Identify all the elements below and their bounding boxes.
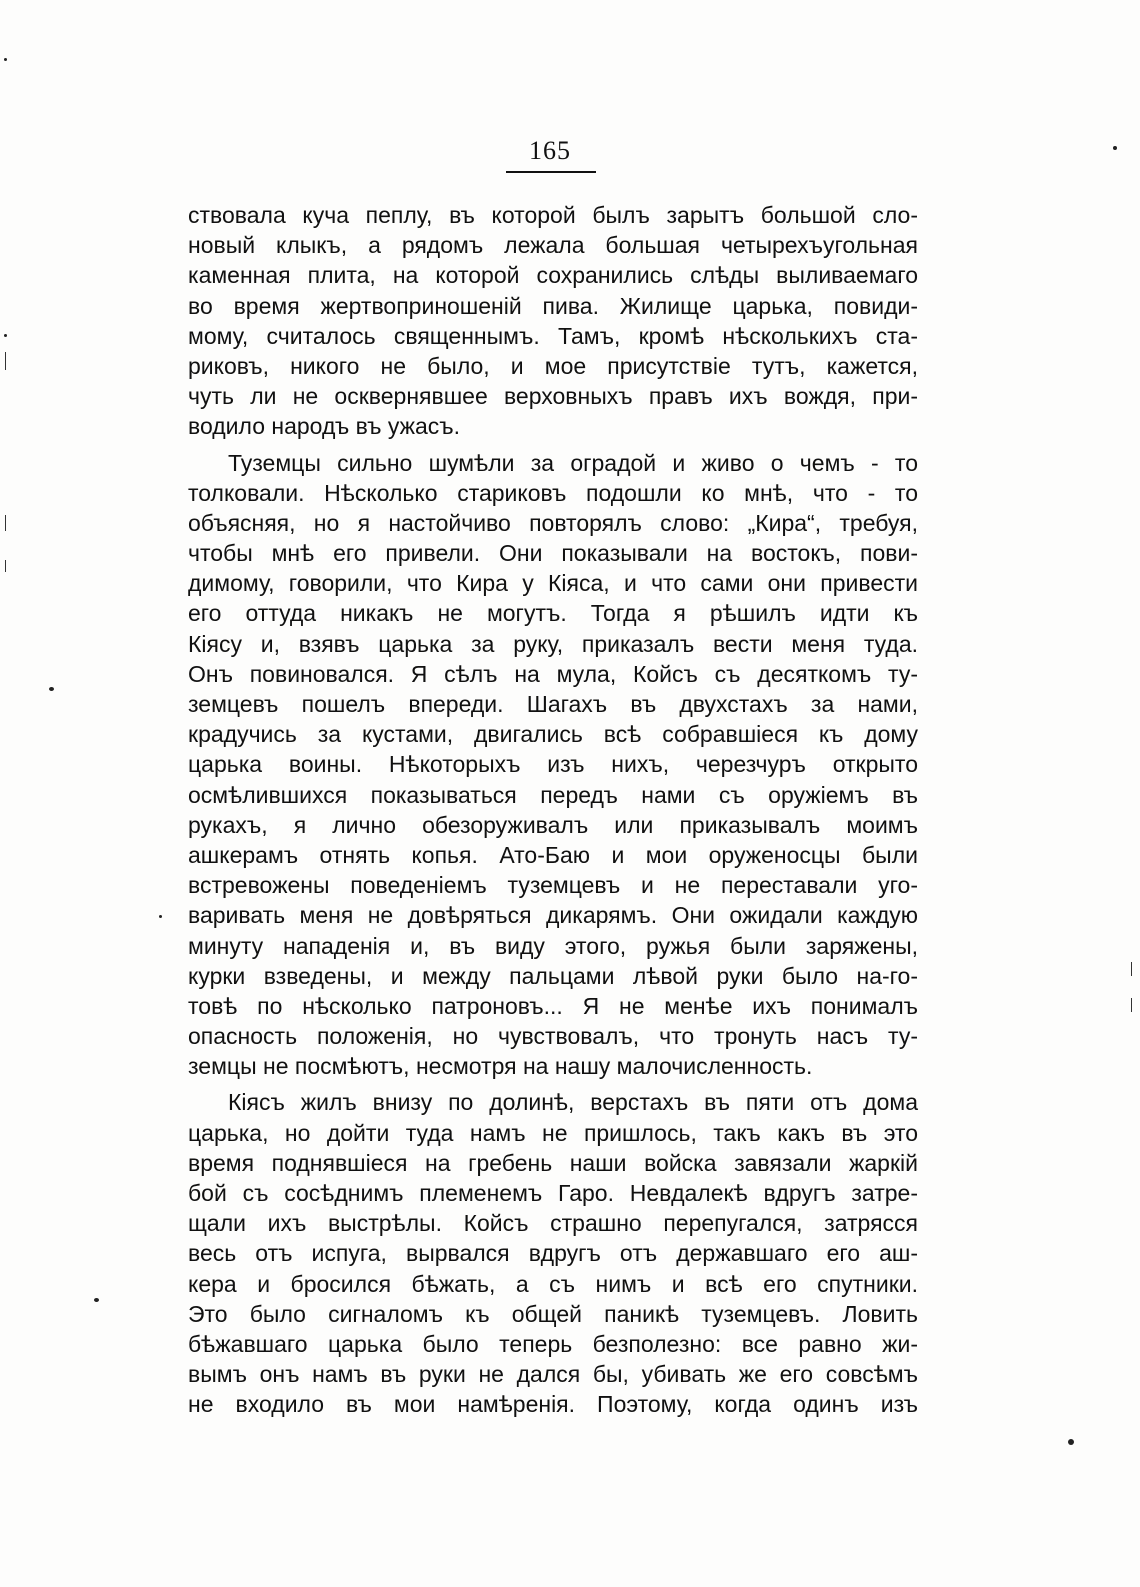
text-line: варивать меня не довѣряться дикарямъ. Они ожидали каждую	[188, 902, 918, 929]
text-line: риковъ, никого не было, и мое присутствіе тутъ, кажется,	[188, 352, 918, 379]
text-line: время поднявшіеся на гребень наши войска завязали жаркій	[188, 1149, 918, 1176]
scan-mark	[1131, 962, 1132, 976]
text-line: каменная плита, на которой сохранились слѣды выливаемаго	[188, 262, 918, 289]
text-line: чтобы мнѣ его привели. Они показывали на востокъ, пови-	[188, 540, 918, 567]
text-line: товѣ по нѣсколько патроновъ... Я не менѣе ихъ понималъ	[188, 992, 918, 1019]
paragraph-2	[188, 448, 918, 1082]
scan-speck	[1068, 1439, 1074, 1445]
text-line: Это было сигналомъ къ общей паникѣ туземцевъ. Ловить	[188, 1300, 918, 1327]
text-line: Онъ повиновался. Я сѣлъ на мула, Койсъ съ десяткомъ ту-	[188, 660, 918, 687]
scan-speck	[4, 58, 7, 61]
page-number: 165	[529, 136, 571, 165]
paragraph-1	[188, 200, 918, 442]
text-line: крадучись за кустами, двигались всѣ собравшіеся къ дому	[188, 721, 918, 748]
scan-mark	[1131, 998, 1132, 1012]
text-line: водило народъ въ ужасъ.	[188, 413, 461, 440]
text-line: димому, говорили, что Кира у Кіяса, и что сами они привести	[188, 570, 918, 597]
text-line: кера и бросился бѣжать, а съ нимъ и всѣ его спутники.	[188, 1270, 918, 1297]
text-line: земцевъ пошелъ впереди. Шагахъ въ двухстахъ за нами,	[188, 691, 918, 717]
scan-speck	[49, 687, 54, 691]
text-line: Кіясу и, взявъ царька за руку, приказалъ вести меня туда.	[188, 630, 918, 657]
text-line: земцы не посмѣютъ, несмотря на нашу малочисленность.	[188, 1053, 813, 1080]
text-line: его оттуда никакъ не могутъ. Тогда я рѣшилъ идти къ	[188, 600, 918, 627]
text-line: бѣжавшаго царька было теперь безполезно: все равно жи-	[188, 1330, 918, 1357]
scan-speck	[4, 334, 7, 337]
scan-mark	[5, 560, 6, 572]
scan-speck	[1113, 146, 1117, 150]
text-line: щали ихъ выстрѣлы. Койсъ страшно перепугался, затрясся	[188, 1210, 918, 1237]
text-line: рукахъ, я лично обезоруживалъ или приказывалъ моимъ	[188, 811, 918, 838]
body-text	[188, 200, 918, 1426]
text-line: ствовала куча пеплу, въ которой былъ зарытъ большой сло-	[188, 202, 918, 228]
text-line: царька, но дойти туда намъ не пришлось, такъ какъ въ это	[188, 1119, 918, 1146]
text-line: Туземцы сильно шумѣли за оградой и живо о чемъ - то	[228, 449, 918, 476]
text-line: во время жертвоприношеній пива. Жилище царька, повиди-	[188, 292, 918, 319]
text-line: царька воины. Нѣкоторыхъ изъ нихъ, черезчуръ открыто	[188, 751, 918, 778]
scan-mark	[5, 515, 6, 531]
paragraph-3	[188, 1087, 918, 1419]
text-line: мому, считалось священнымъ. Тамъ, кромѣ нѣсколькихъ ста-	[188, 322, 918, 349]
text-line: не входило въ мои намѣренія. Поэтому, когда одинъ изъ	[188, 1391, 918, 1418]
text-line: чуть ли не осквернявшее верховныхъ правъ ихъ вождя, при-	[188, 383, 918, 410]
text-line: Кіясъ жилъ внизу по долинѣ, верстахъ въ пяти отъ дома	[228, 1089, 918, 1116]
scan-speck	[159, 915, 162, 918]
text-line: опасность положенія, но чувствовалъ, что тронуть насъ ту-	[188, 1023, 918, 1050]
text-line: встревожены поведеніемъ туземцевъ и не переставали уго-	[188, 872, 918, 899]
text-line: объясняя, но я настойчиво повторялъ слово: „Кира“, требуя,	[188, 509, 918, 536]
text-line: курки взведены, и между пальцами лѣвой руки было на-го-	[188, 962, 918, 989]
text-line: минуту нападенія и, въ виду этого, ружья были заряжены,	[188, 932, 918, 959]
text-line: толковали. Нѣсколько стариковъ подошли ко мнѣ, что - то	[188, 479, 918, 506]
text-line: новый клыкъ, а рядомъ лежала большая четырехъугольная	[188, 232, 918, 259]
text-line: ашкерамъ отнять копья. Ато-Баю и мои оруженосцы были	[188, 841, 918, 868]
text-line: осмѣлившихся показываться передъ нами съ оружіемъ въ	[188, 781, 918, 808]
text-line: бой съ сосѣднимъ племенемъ Гаро. Невдалекѣ вдругъ затре-	[188, 1180, 918, 1206]
page-number-rule	[506, 171, 596, 173]
scan-mark	[5, 352, 6, 370]
scan-speck	[94, 1298, 99, 1302]
text-line: вымъ онъ намъ въ руки не дался бы, убивать же его совсѣмъ	[188, 1361, 918, 1388]
text-line: весь отъ испуга, вырвался вдругъ отъ державшаго его аш-	[188, 1240, 918, 1267]
